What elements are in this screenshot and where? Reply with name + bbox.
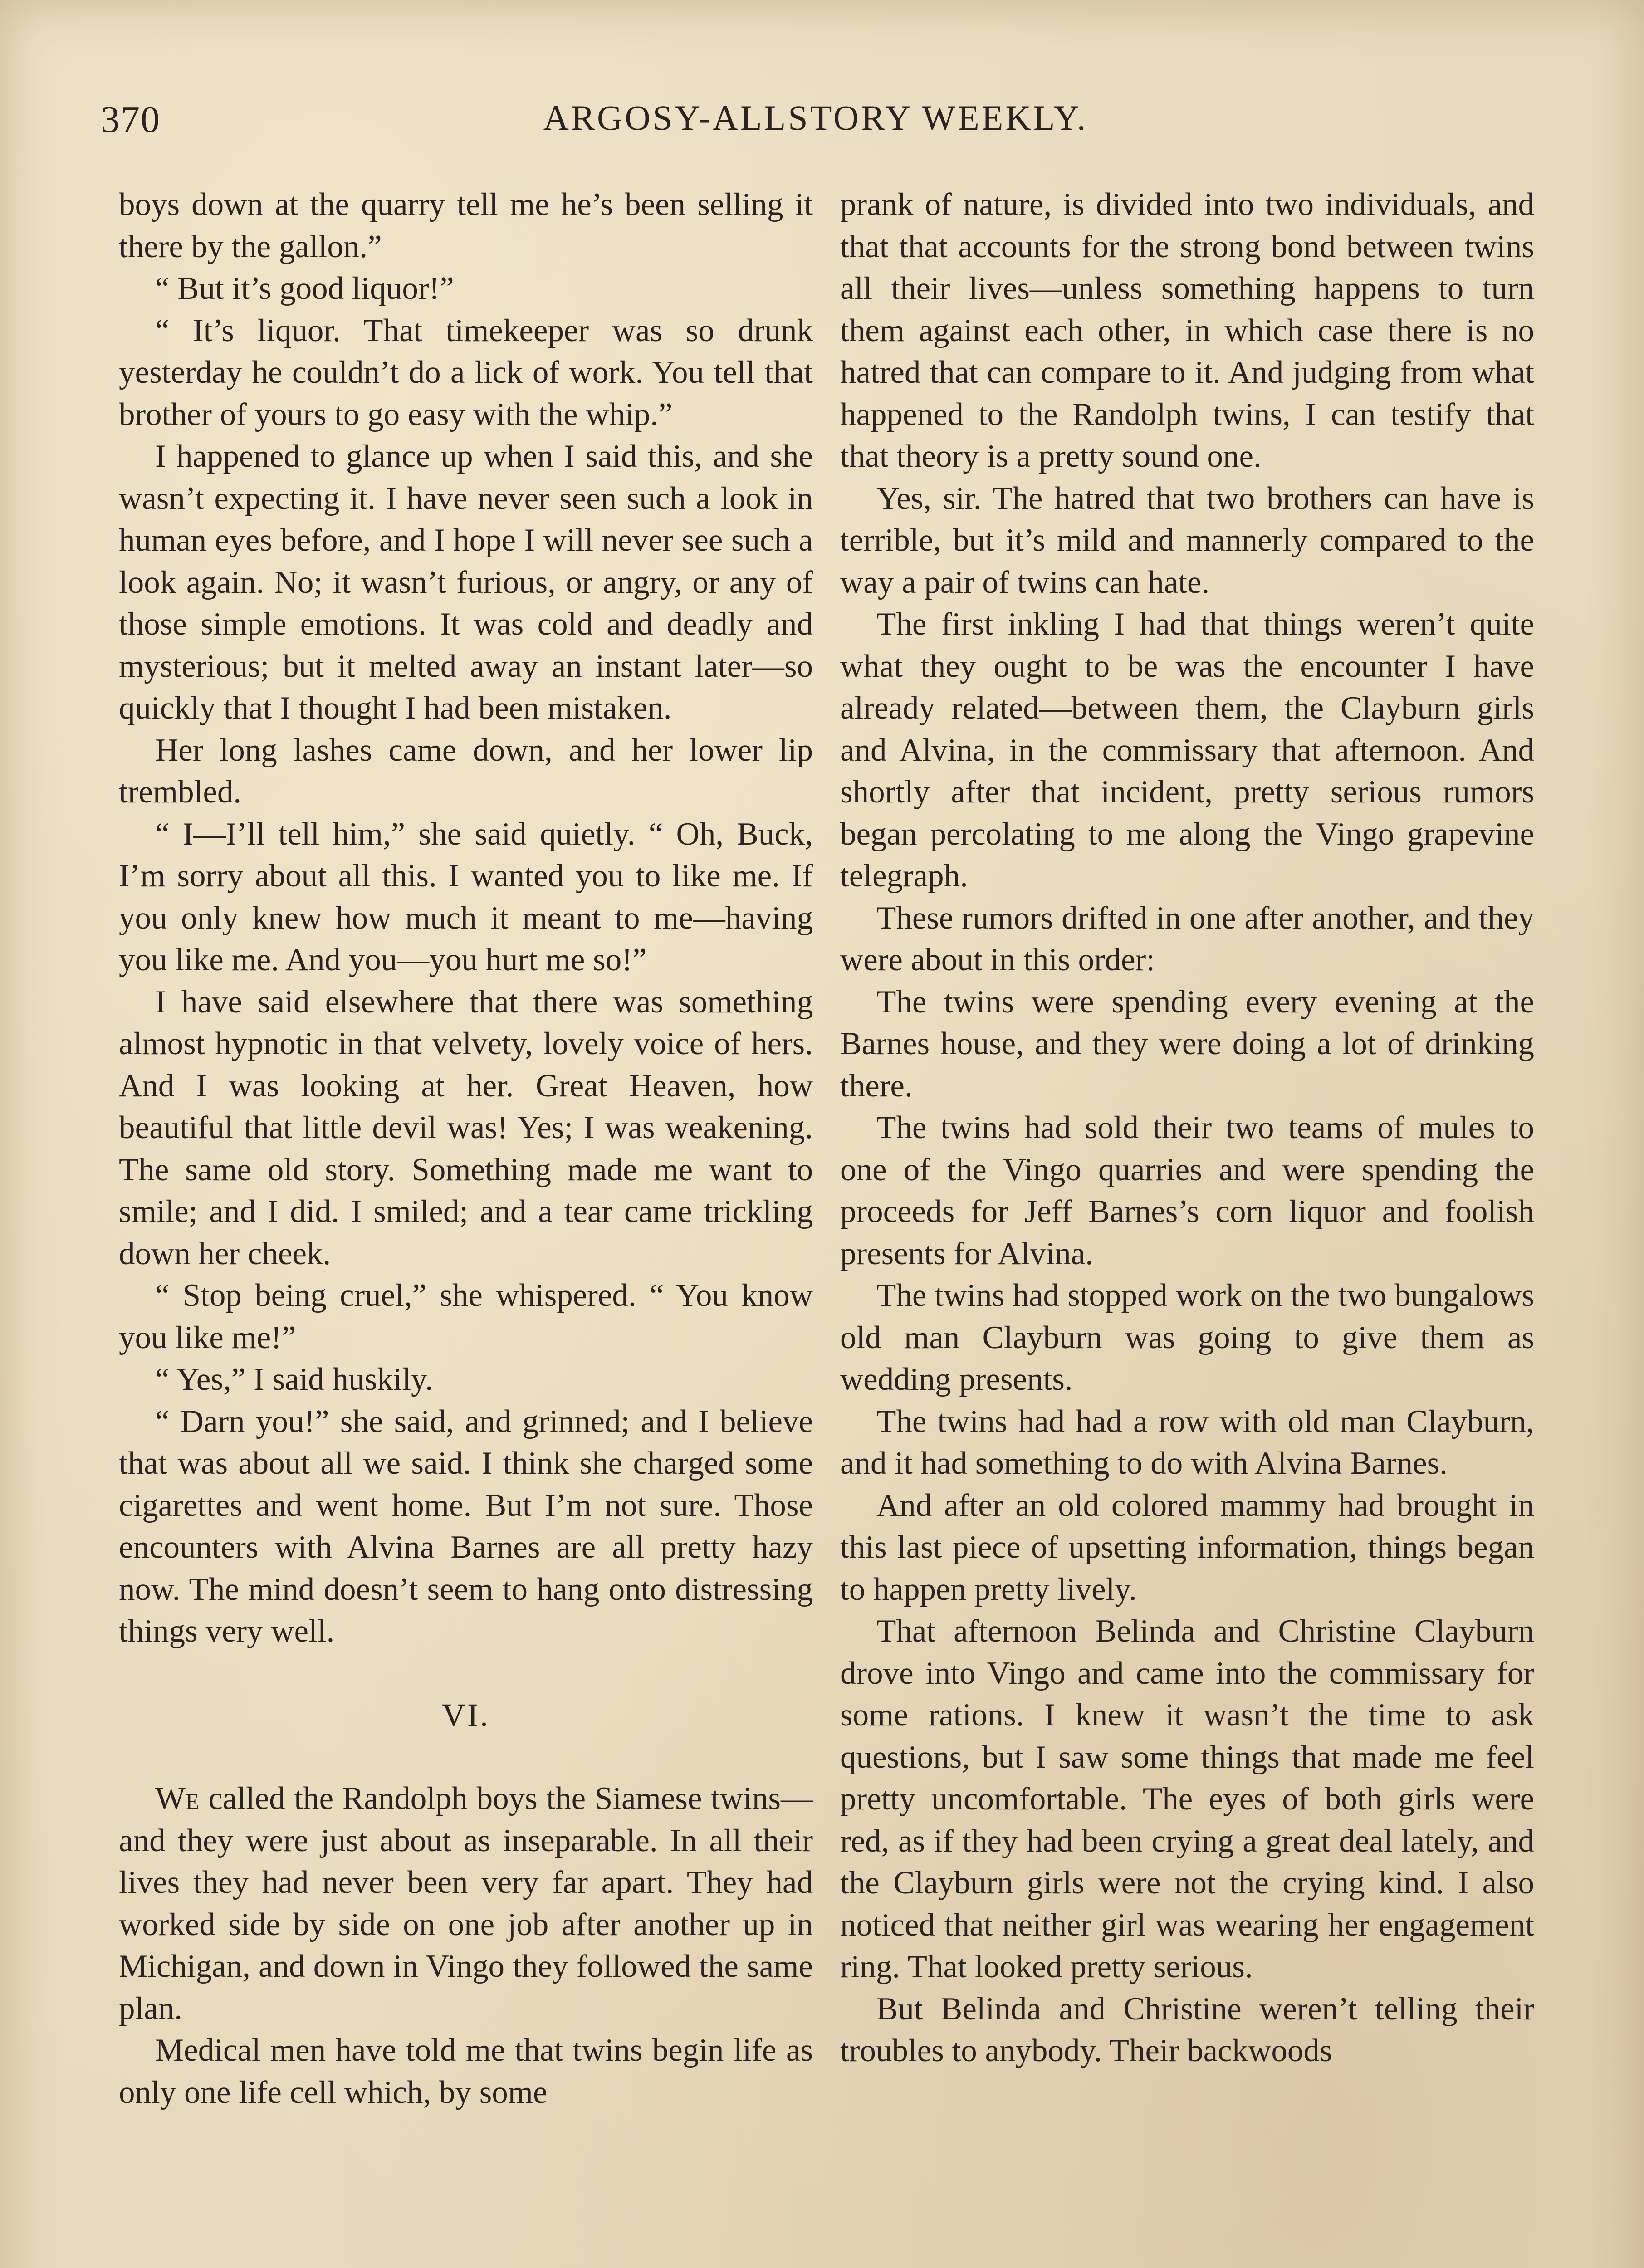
paragraph: The twins were spending every evening at the Barnes house, and they were doing a lot of drinking there. — [840, 984, 1534, 1104]
paragraph: “ Yes,” I said huskily. — [155, 1362, 433, 1397]
paragraph: I have said elsewhere that there was something almost hypnotic in that velvety, lovely voice of hers. And I was looking at her. Great Heaven, how beautiful that little devil was! Yes; I was weakening. The same old story. Something made me want to smile; and I did. I smiled; and a tear came trickling down her cheek. — [119, 984, 813, 1271]
paragraph: prank of nature, is divided into two individuals, and that that accounts for the strong bond between twins all their lives—unless something happens to turn them against each other, in which case there is no hatred that can compare to it. And judging from what happened to the Randolph twins, I can testify that that theory is a pretty sound one. — [840, 187, 1534, 474]
paragraph: “ Darn you!” she said, and grinned; and I believe that was about all we said. I think she charged some cigarettes and went home. But I’m not sure. Those encounters with Alvina Barnes are all pretty hazy now. The mind doesn’t seem to hang onto distressing things very well. — [119, 1403, 813, 1649]
paragraph: Her long lashes came down, and her lower lip trembled. — [119, 732, 813, 810]
paragraph: The first inkling I had that things weren’t quite what they ought to be was the encounter I have already related—between them, the Clayburn girls and Alvina, in the commissary that afternoon. And shortly after that incident, pretty serious rumors began percolating to me along the Vingo grapevine telegraph. — [840, 606, 1534, 894]
page-header — [101, 98, 1531, 152]
section-heading: VI. — [442, 1696, 490, 1733]
paragraph: But Belinda and Christine weren’t telling their troubles to anybody. Their backwoods — [840, 1991, 1534, 2068]
paragraph: “ I—I’ll tell him,” she said quietly. “ Oh, Buck, I’m sorry about all this. I wanted you to like me. If you only knew how much it meant to me—having you like me. And you—you hurt me so!” — [119, 816, 813, 978]
paragraph: boys down at the quarry tell me he’s been selling it there by the gallon.” — [119, 187, 813, 264]
paragraph: “ But it’s good liquor!” — [155, 271, 454, 306]
paragraph: These rumors drifted in one after another, and they were about in this order: — [840, 900, 1534, 978]
paragraph: And after an old colored mammy had brought in this last piece of upsetting information, things began to happen pretty lively. — [840, 1487, 1534, 1607]
paragraph: That afternoon Belinda and Christine Clayburn drove into Vingo and came into the commissary for some rations. I knew it wasn’t the time to ask questions, but I saw some things that made me feel pretty uncomfortable. The eyes of both girls were red, as if they had been crying a great deal lately, and the Clayburn girls were not the crying kind. I also noticed that neither girl was wearing her engagement ring. That looked pretty serious. — [840, 1613, 1534, 1984]
right-column — [840, 184, 1534, 2072]
paragraph: I happened to glance up when I said this, and she wasn’t expecting it. I have never seen such a look in human eyes before, and I hope I will never see such a look again. No; it wasn’t furious, or angry, or any of those simple emotions. It was cold and deadly and mysterious; but it melted away an instant later—so quickly that I thought I had been mistaken. — [119, 439, 813, 726]
paragraph: The twins had sold their two teams of mules to one of the Vingo quarries and were spending the proceeds for Jeff Barnes’s corn liquor and foolish presents for Alvina. — [840, 1110, 1534, 1271]
running-head: ARGOSY-ALLSTORY WEEKLY. — [543, 98, 1088, 137]
paragraph: The twins had had a row with old man Clayburn, and it had something to do with Alvina Barnes. — [840, 1403, 1534, 1481]
paragraph: Yes, sir. The hatred that two brothers can have is terrible, but it’s mild and mannerly compared to the way a pair of twins can hate. — [840, 480, 1534, 600]
left-column — [119, 184, 813, 2113]
section-opening-paragraph — [119, 1778, 813, 2029]
paragraph: “ Stop being cruel,” she whispered. “ You know you like me!” — [119, 1278, 813, 1355]
section-opening-word: We — [155, 1781, 200, 1816]
page-number: 370 — [101, 98, 161, 141]
paragraph: The twins had stopped work on the two bungalows old man Clayburn was going to give them as wedding presents. — [840, 1278, 1534, 1397]
paragraph: “ It’s liquor. That timekeeper was so drunk yesterday he couldn’t do a lick of work. You tell that brother of yours to go easy with the whip.” — [119, 313, 813, 432]
section-opening-text: called the Randolph boys the Siamese twins—and they were just about as inseparable. In all their lives they had never been very far apart. They had worked side by side on one job after another up in Michigan, and down in Vingo they followed the same plan. — [119, 1781, 813, 2026]
paragraph: Medical men have told me that twins begin life as only one life cell which, by some — [119, 2033, 813, 2110]
